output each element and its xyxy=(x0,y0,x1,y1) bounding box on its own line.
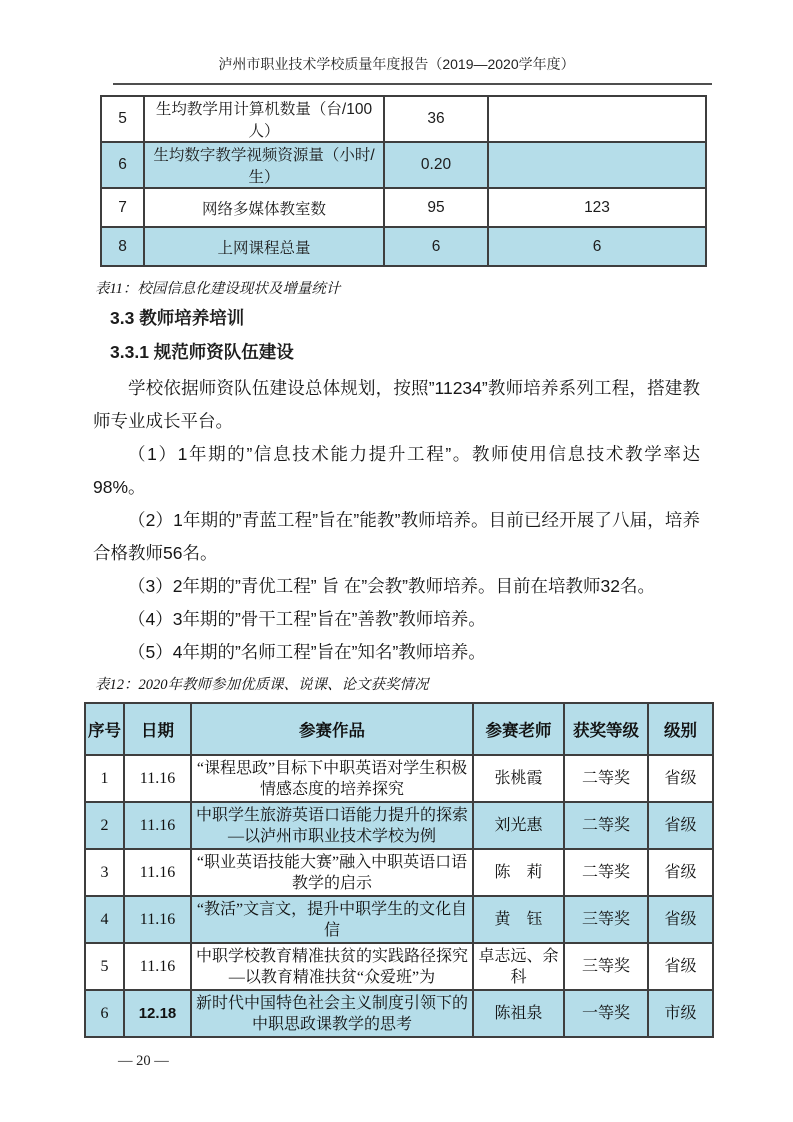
award-cell: 三等奖 xyxy=(564,896,648,943)
column-header-work: 参赛作品 xyxy=(191,703,473,755)
no-cell: 5 xyxy=(85,943,124,990)
teacher-cell: 张桃霞 xyxy=(473,755,564,802)
row-number-cell: 6 xyxy=(101,142,144,188)
running-header-title: 泸州市职业技术学校质量年度报告（2019—2020学年度） xyxy=(218,56,575,72)
column-header-teacher: 参赛老师 xyxy=(473,703,564,755)
indicator-cell: 生均数字教学视频资源量（小时/生） xyxy=(144,142,384,188)
header-rule xyxy=(113,83,712,85)
paragraph: （2）1年期的”青蓝工程”旨在”能教”教师培养。目前已经开展了八届，培养合格教师56名。 xyxy=(93,510,700,563)
teacher-cell: 卓志远、余 科 xyxy=(473,943,564,990)
no-cell: 4 xyxy=(85,896,124,943)
award-cell: 一等奖 xyxy=(564,990,648,1037)
table-row xyxy=(85,896,713,943)
table-row xyxy=(85,943,713,990)
indicator-cell: 网络多媒体教室数 xyxy=(144,188,384,227)
row-number-cell: 5 xyxy=(101,96,144,142)
paragraph: 学校依据师资队伍建设总体规划，按照”11234”教师培养系列工程，搭建教师专业成长平台。 xyxy=(93,378,700,431)
page-number: — 20 — xyxy=(118,1053,169,1069)
paragraph: （4）3年期的”骨干工程”旨在”善教”教师培养。 xyxy=(128,609,486,629)
table-11-caption: 表11：校园信息化建设现状及增量统计 xyxy=(95,281,341,297)
teacher-cell: 黄 钰 xyxy=(473,896,564,943)
no-cell: 1 xyxy=(85,755,124,802)
work-cell: 新时代中国特色社会主义制度引领下的中职思政课教学的思考 xyxy=(191,990,473,1037)
level-cell: 省级 xyxy=(648,943,713,990)
value-cell xyxy=(488,96,706,142)
column-header-no: 序号 xyxy=(85,703,124,755)
date-cell: 11.16 xyxy=(124,943,191,990)
table-row xyxy=(85,755,713,802)
date-cell: 11.16 xyxy=(124,896,191,943)
value-cell: 6 xyxy=(488,227,706,266)
paragraph: （1）1年期的”信息技术能力提升工程”。教师使用信息技术教学率达98%。 xyxy=(93,444,700,497)
work-cell: “课程思政”目标下中职英语对学生积极情感态度的培养探究 xyxy=(191,755,473,802)
column-header-level: 级别 xyxy=(648,703,713,755)
award-cell: 二等奖 xyxy=(564,802,648,849)
no-cell: 2 xyxy=(85,802,124,849)
table-row xyxy=(101,142,706,188)
value-cell: 6 xyxy=(384,227,488,266)
level-cell: 省级 xyxy=(648,849,713,896)
work-cell: “教活”文言文，提升中职学生的文化自信 xyxy=(191,896,473,943)
date-cell: 11.16 xyxy=(124,755,191,802)
table-row xyxy=(85,990,713,1037)
teacher-cell: 陈 莉 xyxy=(473,849,564,896)
level-cell: 市级 xyxy=(648,990,713,1037)
no-cell: 3 xyxy=(85,849,124,896)
paragraph: （5）4年期的”名师工程”旨在”知名”教师培养。 xyxy=(128,642,486,662)
column-header-award: 获奖等级 xyxy=(564,703,648,755)
table-row xyxy=(101,188,706,227)
column-header-date: 日期 xyxy=(124,703,191,755)
table-row xyxy=(85,802,713,849)
table-12-teacher-awards xyxy=(84,702,714,1038)
value-cell: 95 xyxy=(384,188,488,227)
indicator-cell: 上网课程总量 xyxy=(144,227,384,266)
level-cell: 省级 xyxy=(648,802,713,849)
table-row xyxy=(101,227,706,266)
section-heading: 3.3 教师培养培训 xyxy=(110,308,245,328)
work-cell: “职业英语技能大赛”融入中职英语口语教学的启示 xyxy=(191,849,473,896)
level-cell: 省级 xyxy=(648,755,713,802)
work-cell: 中职学校教育精准扶贫的实践路径探究—以教育精准扶贫“众爱班”为 xyxy=(191,943,473,990)
level-cell: 省级 xyxy=(648,896,713,943)
row-number-cell: 7 xyxy=(101,188,144,227)
work-cell: 中职学生旅游英语口语能力提升的探索—以泸州市职业技术学校为例 xyxy=(191,802,473,849)
table-11-campus-it xyxy=(100,95,707,267)
table-header-row xyxy=(85,703,713,755)
value-cell: 123 xyxy=(488,188,706,227)
award-cell: 三等奖 xyxy=(564,943,648,990)
section-subheading: 3.3.1 规范师资队伍建设 xyxy=(110,342,294,362)
table-row xyxy=(85,849,713,896)
award-cell: 二等奖 xyxy=(564,849,648,896)
indicator-cell: 生均教学用计算机数量（台/100人） xyxy=(144,96,384,142)
row-number-cell: 8 xyxy=(101,227,144,266)
table-row xyxy=(101,96,706,142)
no-cell: 6 xyxy=(85,990,124,1037)
value-cell: 0.20 xyxy=(384,142,488,188)
teacher-cell: 陈祖泉 xyxy=(473,990,564,1037)
date-cell: 11.16 xyxy=(124,802,191,849)
teacher-cell: 刘光惠 xyxy=(473,802,564,849)
paragraph: （3）2年期的”青优工程” 旨 在”会教”教师培养。目前在培教师32名。 xyxy=(128,576,655,596)
table-12-caption: 表12：2020年教师参加优质课、说课、论文获奖情况 xyxy=(95,677,429,693)
date-cell: 12.18 xyxy=(124,990,191,1037)
award-cell: 二等奖 xyxy=(564,755,648,802)
date-cell: 11.16 xyxy=(124,849,191,896)
value-cell xyxy=(488,142,706,188)
value-cell: 36 xyxy=(384,96,488,142)
